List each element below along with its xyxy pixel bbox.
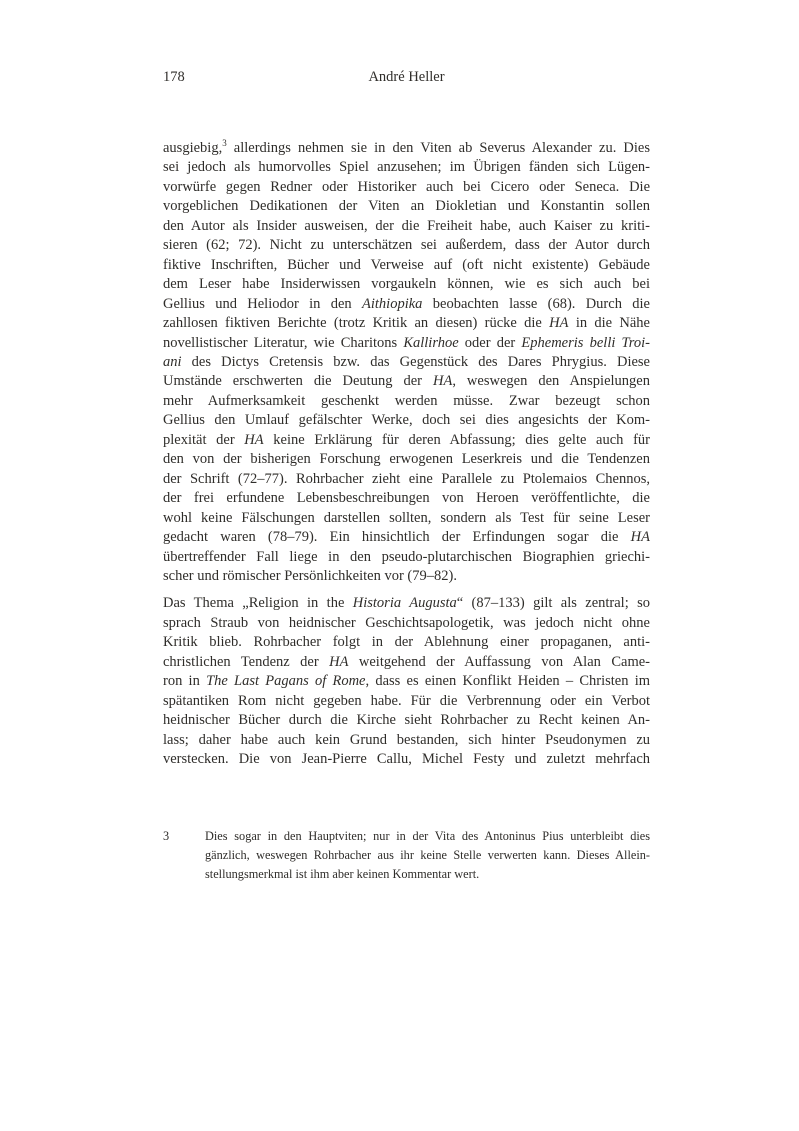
italic-text: The Last Pagans of Rome [206,673,366,690]
text-line: Kritik blieb. Rohrbacher folgt in der Ablehnung einer propaganen, anti- [163,634,650,651]
italic-text: Kallirhoe [403,334,459,351]
text-line: scher und römischer Persönlichkeiten vor (79–82). [163,567,457,584]
footnote-number: 3 [163,829,170,843]
text-line: lass; daher habe auch kein Grund bestanden, sich hinter Pseudonymen zu [163,731,650,748]
text-line: christlichen Tendenz der HA weitgehend der Auffassung von Alan Came- [163,653,650,670]
text-line: sprach Straub von heidnischer Geschichtsapologetik, was jedoch nicht ohne [163,614,650,631]
text-line: fiktive Inschriften, Bücher und Verweise auf (oft nicht existente) Gebäude [163,256,650,273]
text-line: Dies sogar in den Hauptviten; nur in der Vita des Antoninus Pius unterbleibt dies [205,829,650,843]
footnote-text [205,827,650,884]
text-line: verstecken. Die von Jean-Pierre Callu, Michel Festy und zuletzt mehrfach [163,751,650,768]
text-line: plexität der HA keine Erklärung für deren Abfassung; dies gelte auch für [163,431,650,448]
running-head-author: André Heller [368,69,445,85]
text-line: stellungsmerkmal ist ihm aber keinen Kommentar wert. [205,867,480,881]
text-line: novellistischer Literatur, wie Charitons Kallirhoe oder der Ephemeris belli Troi- [163,334,651,351]
body-text [163,139,650,770]
text-line: ron in The Last Pagans of Rome, dass es einen Konflikt Heiden – Christen im [163,673,651,690]
text-line: zahllosen fiktiven Berichte (trotz Kritik an diesen) rücke die HA in die Nähe [163,315,650,332]
text-line: wohl keine Fälschungen darstellen sollten, sondern als Test für seine Leser [163,509,650,526]
text-line: vorwürfe gegen Redner oder Historiker auch bei Cicero oder Seneca. Die [163,178,650,195]
text-line: sieren (62; 72). Nicht zu unterschätzen sei außerdem, dass der Autor durch [163,237,650,254]
text-line: Gellius den Umlauf gefälschter Werke, doch sei dies angesichts der Kom- [163,412,650,429]
italic-text: HA [432,373,453,390]
italic-text: HA [329,653,349,670]
italic-text: Historia Augusta [352,595,457,612]
paragraph-2 [163,594,650,769]
italic-text: Aithiopika [362,295,423,312]
text-line: der Schrift (72–77). Rohrbacher zieht eine Parallele zu Ptolemaios Chennos, [163,470,650,487]
italic-text: HA [244,431,264,448]
text-line: ausgiebig,$^3$ allerdings nehmen sie in den Viten ab Severus Alexander zu. Dies [163,138,650,156]
italic-text: ani [163,353,182,370]
text-line: sei jedoch als humorvolles Spiel anzusehen; im Übrigen fänden sich Lügen- [163,159,650,176]
text-line: den Autor als Insider ausweisen, der die Freiheit habe, auch Kaiser zu kriti- [163,217,650,234]
text-line: Gellius und Heliodor in den Aithiopika beobachten lasse (68). Durch die [163,295,650,312]
paragraph-1 [163,139,650,586]
italic-text: HA [549,315,569,332]
text-line: der frei erfundene Lebensbeschreibungen von Heroen veröffentlichte, die [163,490,650,507]
text-line: übertreffender Fall liege in den pseudo-plutarchischen Biographien griechi- [163,548,650,565]
text-line: dem Leser habe Insiderwissen vorgaukeln können, wie es sich auch bei [163,276,650,293]
text-line: Umstände erschwerten die Deutung der HA, weswegen den Anspielungen [163,373,650,390]
footnote [163,827,650,884]
text-line: vorgeblichen Dedikationen der Viten an Diokletian und Konstantin sollen [163,198,650,215]
text-line: gedacht waren (78–79). Ein hinsichtlich der Erfindungen sogar die HA [163,529,650,546]
text-line: ani des Dictys Cretensis bzw. das Gegenstück des Dares Phrygius. Diese [163,353,650,370]
footnote-reference: 3 [222,138,227,149]
text-line: gänzlich, weswegen Rohrbacher aus ihr keine Stelle verwerten kann. Dieses Allein- [205,848,650,862]
text-line: Das Thema „Religion in the Historia Augusta“ (87–133) gilt als zentral; so [163,595,650,612]
italic-text: Ephemeris belli Troi- [521,334,651,351]
italic-text: HA [630,529,650,546]
page-number: 178 [163,69,185,85]
text-line: heidnischer Bücher durch die Kirche sieht Rohrbacher zu Recht keinen An- [163,712,650,729]
footnote-row [163,827,650,884]
text-line: mehr Aufmerksamkeit geschenkt werden müsse. Zwar bezeugt schon [163,392,650,409]
text-line: den von der bisherigen Forschung erwogenen Leserkreis und die Tendenzen [163,451,650,468]
text-line: spätantiken Rom nicht gegeben habe. Für die Verbrennung oder ein Verbot [163,692,650,709]
